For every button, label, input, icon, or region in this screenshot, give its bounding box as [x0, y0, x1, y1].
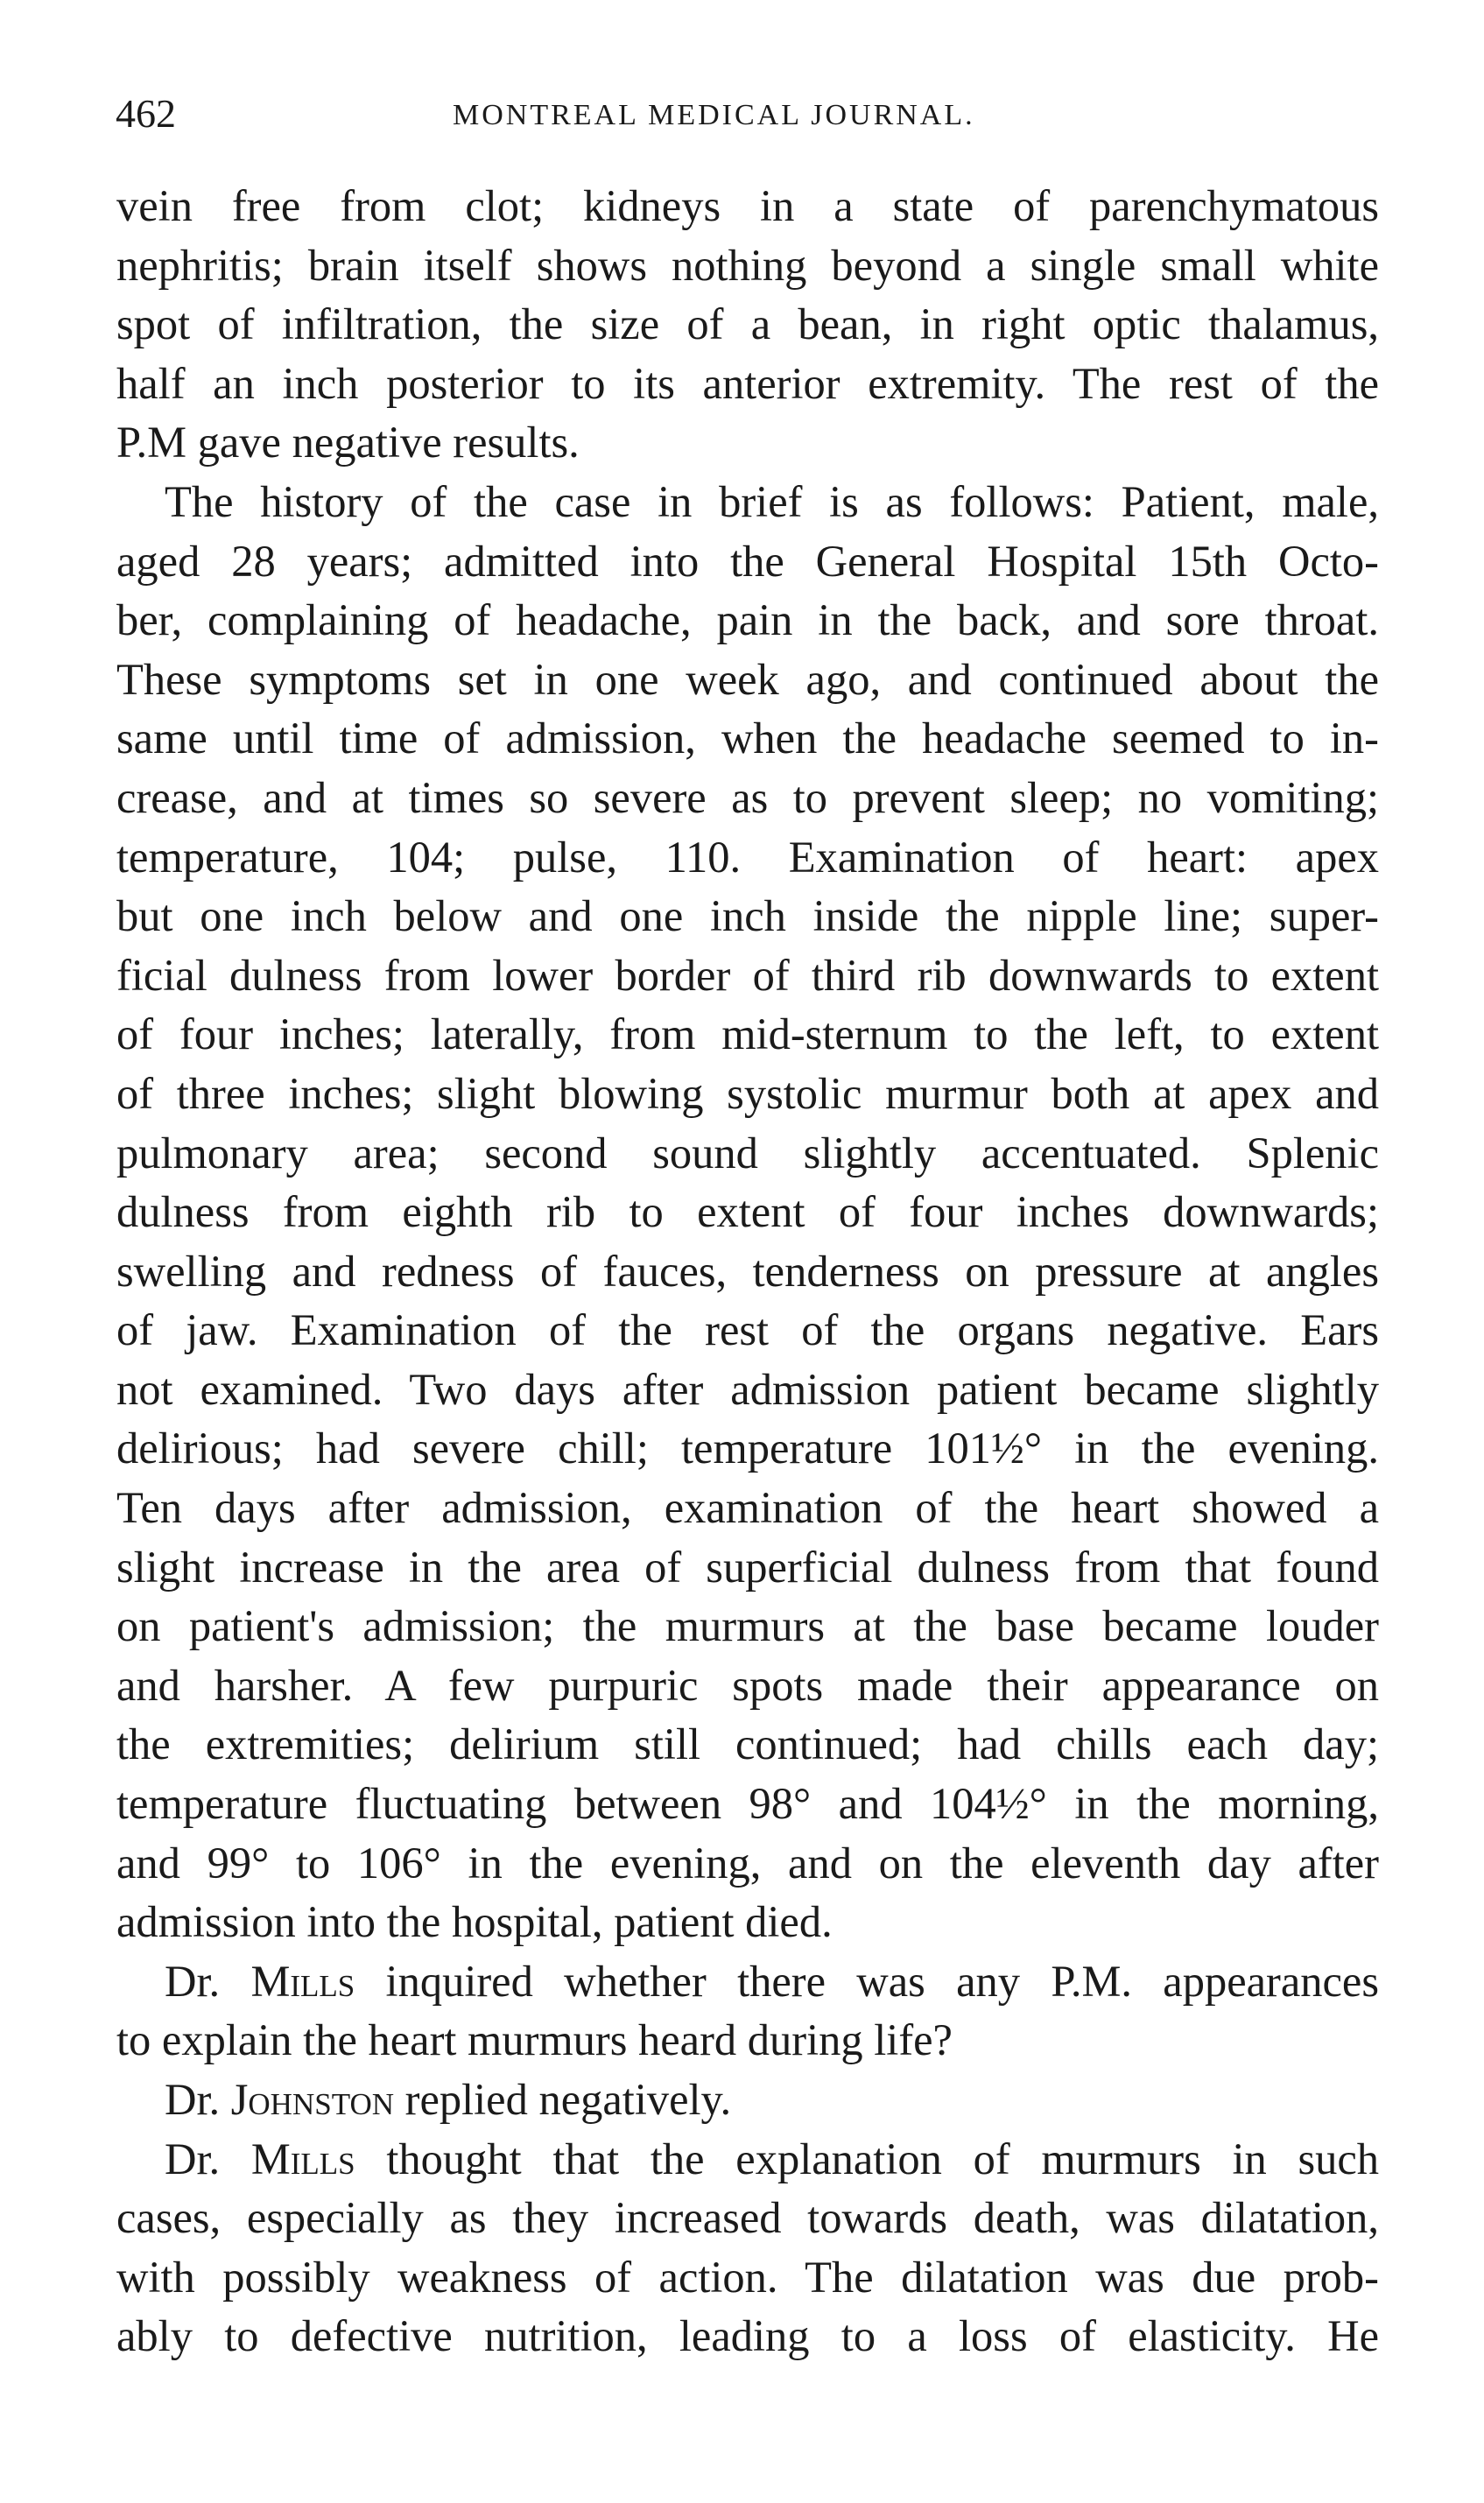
- speech-text: inquired whether there was any P.M. appearances: [355, 1956, 1380, 2006]
- text-line: [116, 2071, 1379, 2130]
- text-line: of four inches; laterally, from mid-sternum to the left, to extent: [116, 1009, 1379, 1059]
- text-line: [116, 2130, 1379, 2190]
- text-line: and harsher. A few purpuric spots made their appearance on: [116, 1660, 1379, 1710]
- text-line: P.M gave negative results.: [116, 418, 580, 468]
- text-line: slight increase in the area of superficial dulness from that found: [116, 1542, 1379, 1592]
- text-line: The history of the case in brief is as follows: Patient, male,: [165, 476, 1379, 526]
- text-line: of three inches; slight blowing systolic murmur both at apex and: [116, 1068, 1379, 1118]
- speaker-name: Mills: [250, 1956, 355, 2006]
- text-line: crease, and at times so severe as to prevent sleep; no vomiting;: [116, 772, 1379, 822]
- speaker-title: Dr.: [165, 1956, 251, 2006]
- text-line: aged 28 years; admitted into the General Hospital 15th Octo-: [116, 536, 1379, 586]
- speaker-name: Mills: [250, 2134, 355, 2183]
- text-line: cases, especially as they increased towards death, was dilatation,: [116, 2193, 1379, 2243]
- text-line: but one inch below and one inch inside the nipple line; super-: [116, 891, 1379, 941]
- paragraph-mills-inquiry: [116, 1952, 1379, 2071]
- running-head: [116, 88, 1376, 140]
- text-line: nephritis; brain itself shows nothing beyond a single small white: [116, 240, 1379, 290]
- text-line: swelling and redness of fauces, tenderness on pressure at angles: [116, 1246, 1379, 1296]
- text-line: ficial dulness from lower border of third rib downwards to extent: [116, 950, 1379, 1000]
- text-line: ber, complaining of headache, pain in the back, and sore throat.: [116, 595, 1379, 645]
- text-line: with possibly weakness of action. The dilatation was due prob-: [116, 2252, 1379, 2302]
- text-line: admission into the hospital, patient died.: [116, 1897, 833, 1947]
- paragraph-mills-explanation: [116, 2130, 1379, 2366]
- speech-text: thought that the explanation of murmurs in such: [355, 2134, 1380, 2183]
- page-number: 462: [116, 91, 176, 136]
- text-line: not examined. Two days after admission patient became slightly: [116, 1364, 1379, 1414]
- journal-title: MONTREAL MEDICAL JOURNAL.: [453, 99, 975, 131]
- text-line: temperature fluctuating between 98° and 104½° in the morning,: [116, 1779, 1379, 1829]
- text-line: and 99° to 106° in the evening, and on the eleventh day after: [116, 1838, 1379, 1888]
- text-line: of jaw. Examination of the rest of the organs negative. Ears: [116, 1305, 1379, 1355]
- speech-text: replied negatively.: [394, 2075, 732, 2124]
- text-line: half an inch posterior to its anterior extremity. The rest of the: [116, 358, 1379, 408]
- paragraph-johnston-reply: [116, 2071, 1379, 2130]
- text-line: ably to defective nutrition, leading to a loss of elasticity. He: [116, 2311, 1379, 2361]
- paragraph-autopsy-continued: [116, 177, 1379, 473]
- text-line: on patient's admission; the murmurs at the base became louder: [116, 1601, 1379, 1651]
- text-line: spot of infiltration, the size of a bean, in right optic thalamus,: [116, 299, 1379, 349]
- text-line: to explain the heart murmurs heard during life?: [116, 2015, 953, 2065]
- speaker-title: Dr.: [165, 2134, 251, 2183]
- text-line: dulness from eighth rib to extent of four inches downwards;: [116, 1187, 1379, 1237]
- text-line: Ten days after admission, examination of the heart showed a: [116, 1483, 1379, 1533]
- text-line: temperature, 104; pulse, 110. Examination of heart: apex: [116, 832, 1379, 882]
- text-line: vein free from clot; kidneys in a state of parenchymatous: [116, 181, 1379, 230]
- speaker-name: Johnston: [230, 2075, 394, 2124]
- text-line: same until time of admission, when the headache seemed to in-: [116, 714, 1379, 763]
- text-line: delirious; had severe chill; temperature 101½° in the evening.: [116, 1424, 1379, 1473]
- speaker-title: Dr.: [165, 2075, 231, 2124]
- text-line: pulmonary area; second sound slightly accentuated. Splenic: [116, 1128, 1379, 1178]
- text-line: the extremities; delirium still continued; had chills each day;: [116, 1719, 1379, 1769]
- text-line: These symptoms set in one week ago, and continued about the: [116, 654, 1379, 704]
- body-text: [116, 177, 1379, 2366]
- paragraph-case-history: [116, 473, 1379, 1952]
- text-line: [116, 1952, 1379, 2012]
